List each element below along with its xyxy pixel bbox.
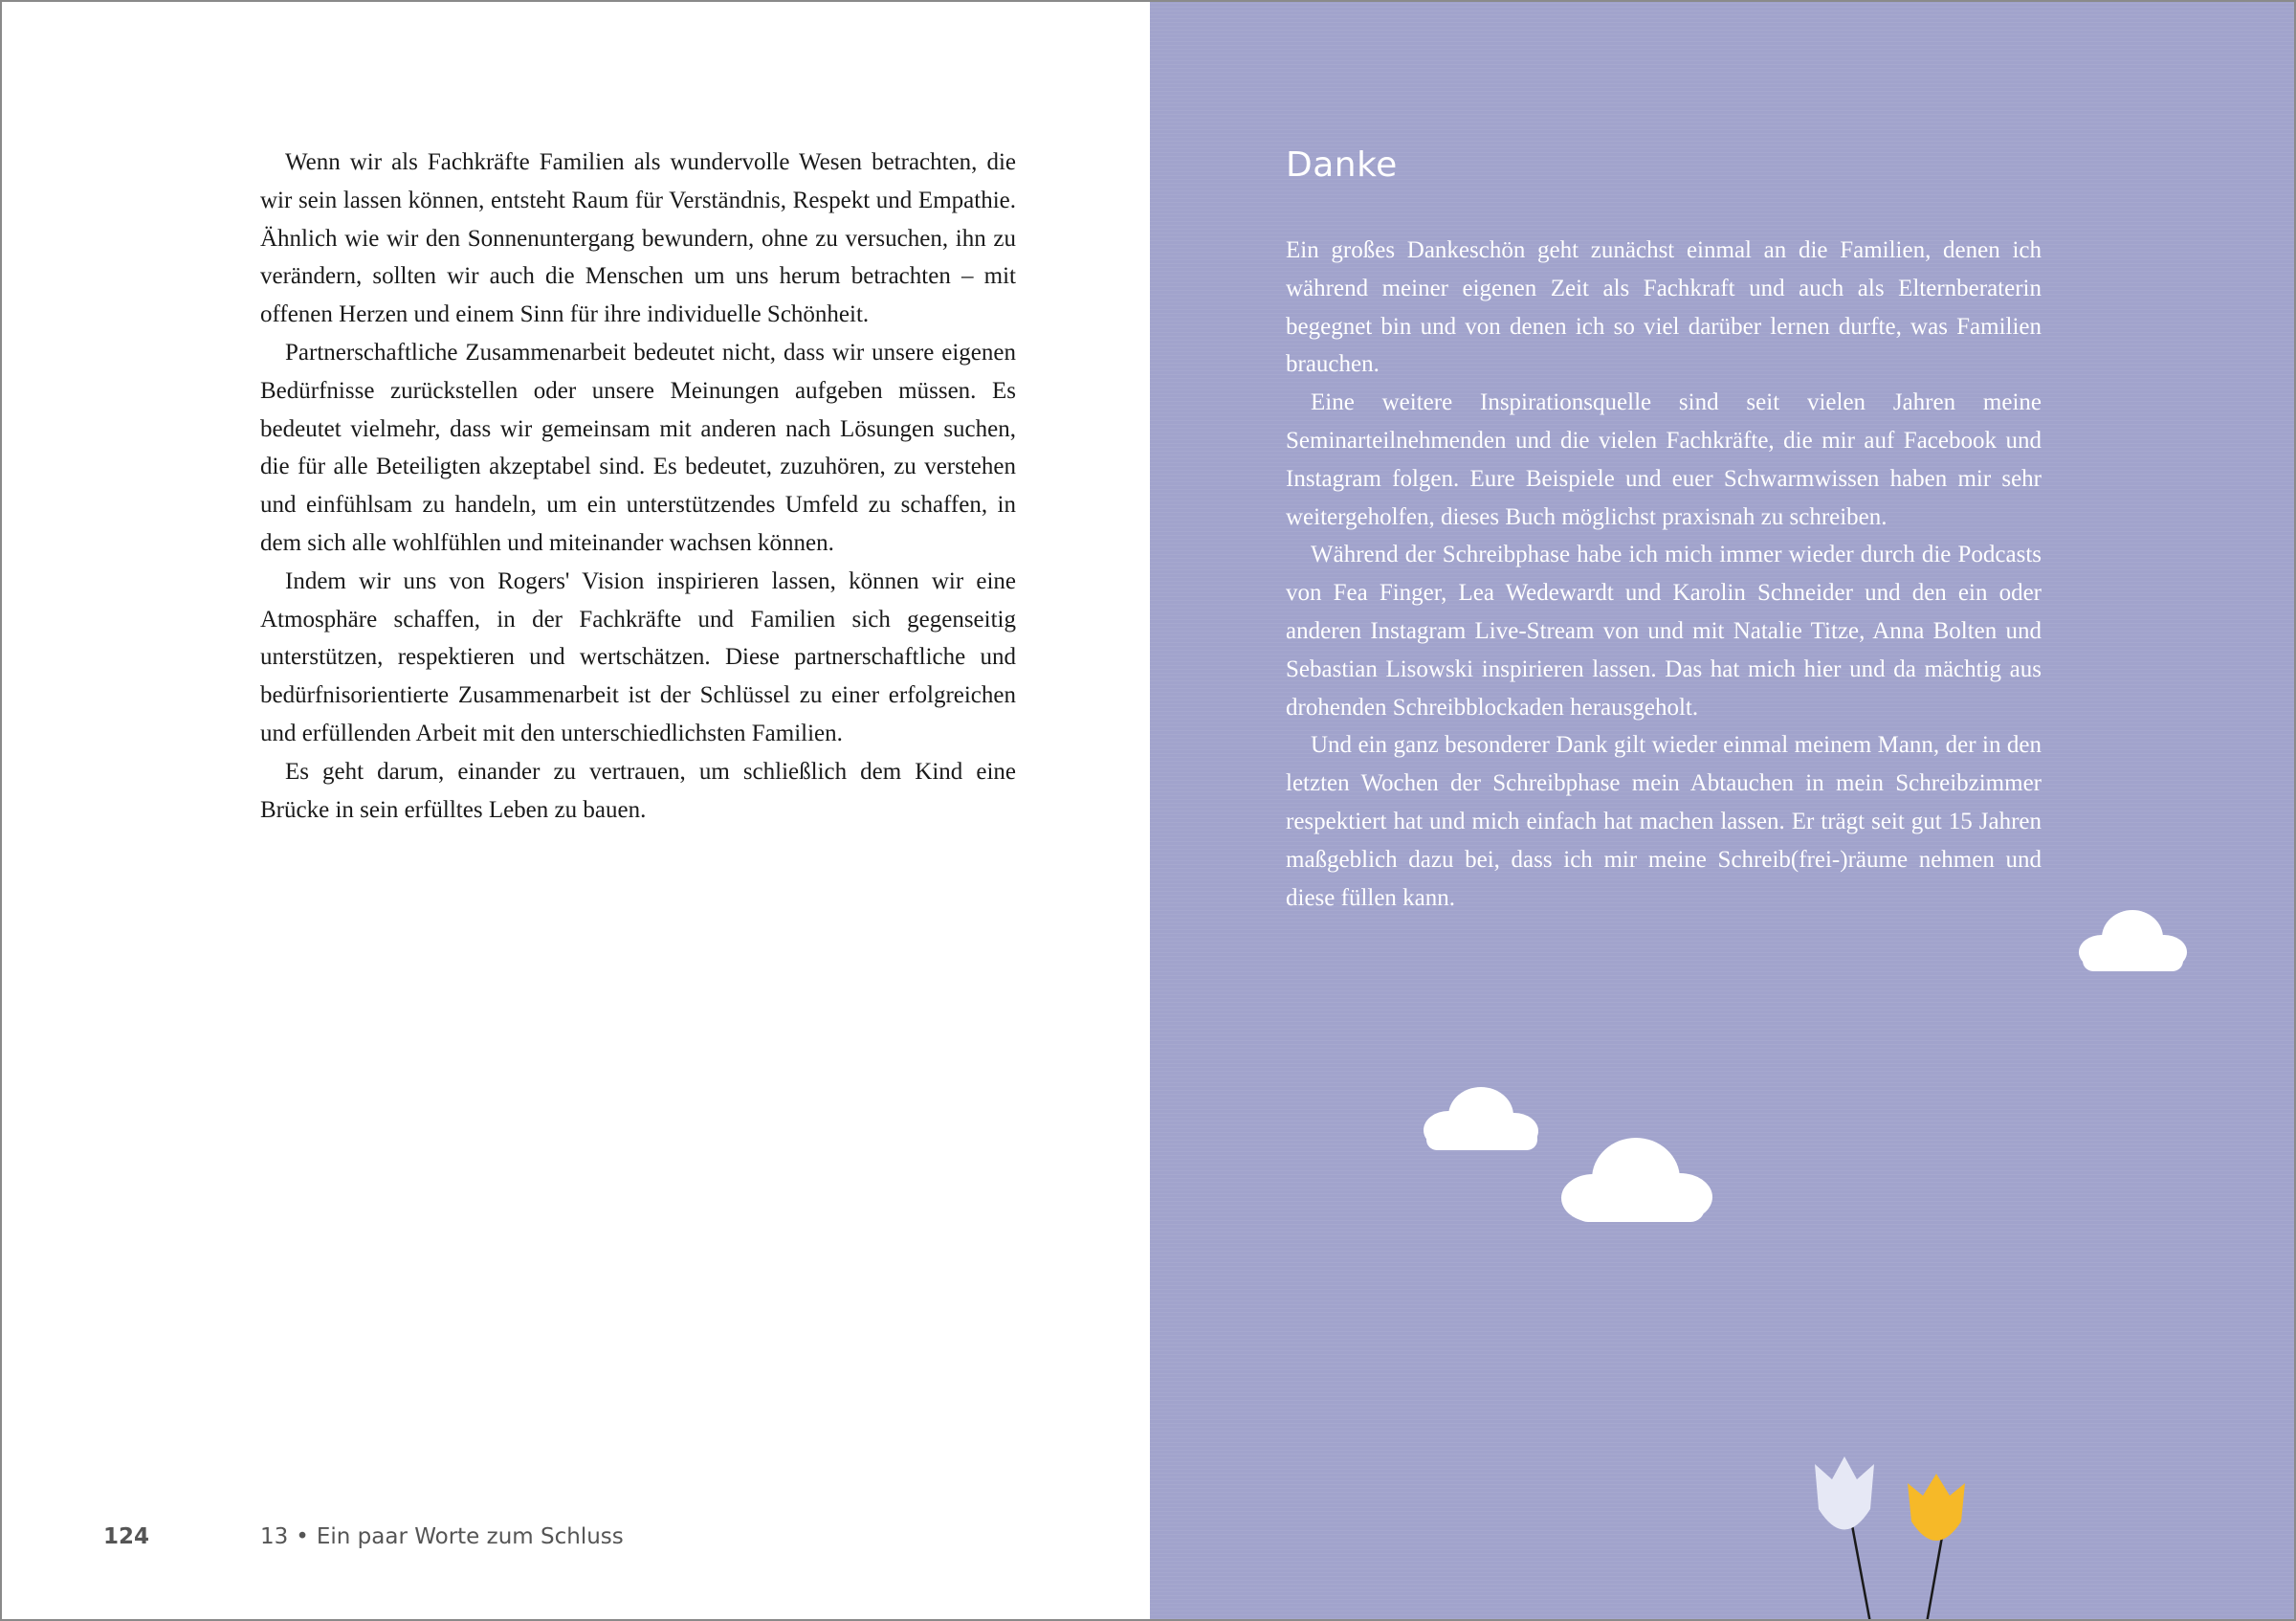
page-number: 124 <box>103 1524 150 1549</box>
left-paragraph-1: Wenn wir als Fachkräfte Familien als wundervolle Wesen betrachten, die wir sein lassen können, entsteht Raum für Verständnis, Respekt und Empathie. Ähnlich wie wir den Sonnenuntergang bewundern, ohne zu versuchen, ihn zu verändern, sollten wir auch die Menschen um uns herum betrachten – mit offenen Herzen und einem Sinn für ihre individuelle Schönheit. <box>260 149 1016 328</box>
cloud-icon-lower <box>1561 1138 1712 1222</box>
chapter-number: 13 <box>260 1524 289 1549</box>
left-page <box>2 2 1150 1621</box>
section-title: Danke <box>1286 145 1398 185</box>
right-paragraph-3: Während der Schreibphase habe ich mich immer wieder durch die Podcasts von Fea Finger, Lea Wedewardt und Karolin Schneider und den ein oder anderen Instagram Live-Stream von und mit Natalie Titze, Anna Bolten und Sebastian Lisowski inspirieren lassen. Das hat mich hier und da mächtig aus drohenden Schreibblockaden herausgeholt. <box>1286 542 2042 721</box>
footer-separator: • <box>296 1524 309 1549</box>
right-page <box>1150 2 2296 1621</box>
running-head <box>260 1524 624 1549</box>
illustration <box>1150 2 2296 1621</box>
right-paragraph-2: Eine weitere Inspirationsquelle sind seit vielen Jahren meine Seminarteilnehmenden und die vielen Fachkräfte, die mir auf Facebook und Instagram folgen. Eure Beispiele und euer Schwarmwissen haben mir sehr weitergeholfen, dieses Buch möglichst praxisnah zu schreiben. <box>1286 389 2042 530</box>
cloud-icon-upper-right <box>2079 910 2187 971</box>
right-paragraph-4: Und ein ganz besonderer Dank gilt wieder einmal meinem Mann, der in den letzten Wochen der Schreibphase mein Abtauchen in mein Schreibzimmer respektiert hat und mich einfach hat machen lassen. Er trägt seit gut 15 Jahren maßgeblich dazu bei, dass ich mir meine Schreib(frei-)räume nehmen und diese füllen kann. <box>1286 732 2042 911</box>
chapter-title: Ein paar Worte zum Schluss <box>316 1524 624 1549</box>
cloud-icon-middle <box>1424 1087 1538 1150</box>
left-paragraph-4: Es geht darum, einander zu vertrauen, um schließlich dem Kind eine Brücke in sein erfülltes Leben zu bauen. <box>260 758 1016 823</box>
left-paragraph-2: Partnerschaftliche Zusammenarbeit bedeutet nicht, dass wir unsere eigenen Bedürfnisse zurückstellen oder unsere Meinungen aufgeben müssen. Es bedeutet vielmehr, dass wir gemeinsam mit anderen nach Lösungen suchen, die für alle Beteiligten akzeptabel sind. Es bedeutet, zuzuhören, zu verstehen und einfühlsam zu handeln, um ein unterstützendes Umfeld zu schaffen, in dem sich alle wohlfühlen und miteinander wachsen können. <box>260 339 1016 556</box>
right-paragraph-1: Ein großes Dankeschön geht zunächst einmal an die Familien, denen ich während meiner eigenen Zeit als Fachkraft und auch als Elternberaterin begegnet bin und von denen ich so viel darüber lernen durfte, was Familien brauchen. <box>1286 237 2042 378</box>
left-body-text <box>260 144 1016 829</box>
tulip-icon-white <box>1815 1456 1874 1621</box>
tulip-icon-yellow <box>1908 1474 1965 1621</box>
left-paragraph-3: Indem wir uns von Rogers' Vision inspirieren lassen, können wir eine Atmosphäre schaffen, in der Fachkräfte und Familien sich gegenseitig unterstützen, respektieren und wertschätzen. Diese partnerschaftliche und bedürfnisorientierte Zusammenarbeit ist der Schlüssel zu einer erfolgreichen und erfüllenden Arbeit mit den unterschiedlichsten Familien. <box>260 567 1016 746</box>
